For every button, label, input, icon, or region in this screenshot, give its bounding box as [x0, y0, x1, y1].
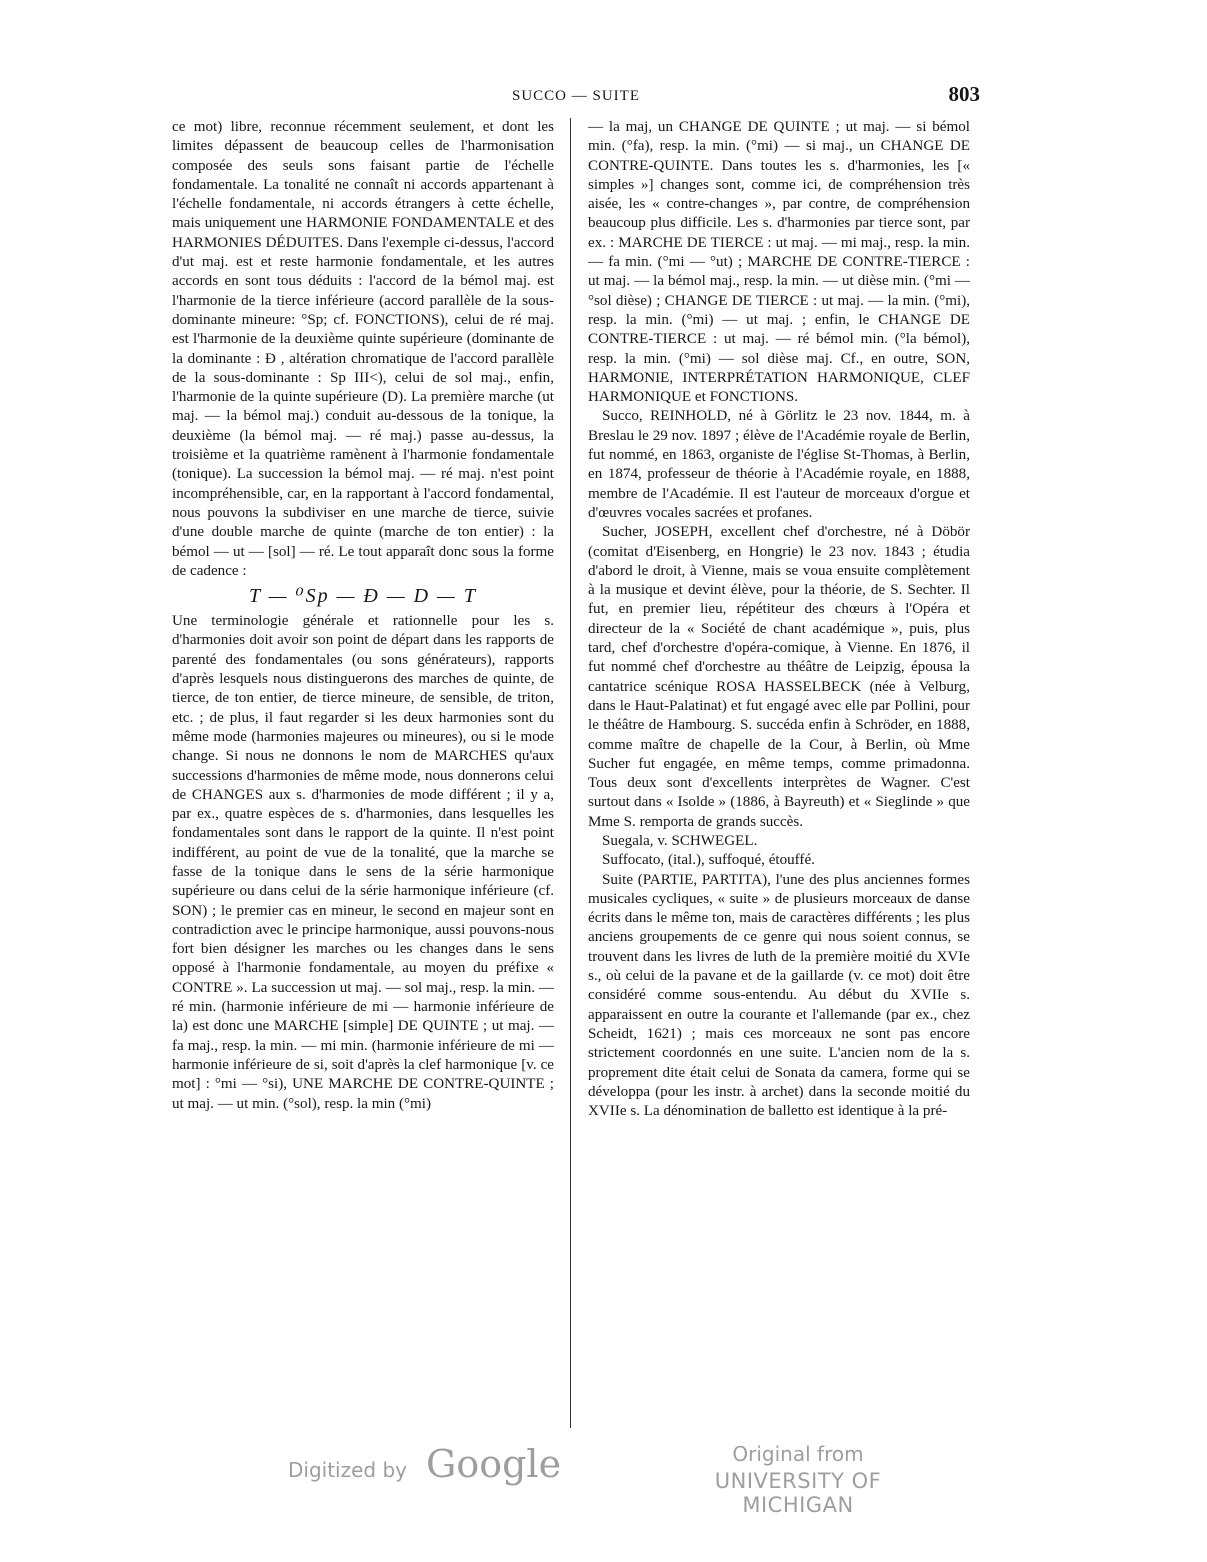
entry-succo: Succo, REINHOLD, né à Görlitz le 23 nov. 1844, m. à Breslau le 29 nov. 1897 ; élève de l'Académie royale de Berlin, fut nommé, en 1863, organiste de l'église St-Thomas, à Berlin, en 1874, professeur de théorie à l'Académie royale, en 1888, membre de l'Académie. Il est l'auteur de morceaux d'orgue et d'œuvres vocales sacrées et profanes. — [588, 408, 970, 521]
original-from-text: Original from — [732, 1442, 864, 1466]
google-logo: Google — [426, 1442, 562, 1486]
entry-sucher: Sucher, JOSEPH, excellent chef d'orchestre, né à Döbör (comitat d'Eisenberg, en Hongrie) le 23 nov. 1843 ; étudia d'abord le droit, à Vienne, mais se voua ensuite complètement à la musique et devint élève, pour la théorie, de S. Sechter. Il fut, en premier lieu, répétiteur des chœurs à l'Opéra et directeur de la « Société de chant académique », puis, plus tard, chef d'orchestre d'opéra-comique, à Vienne. En 1876, il fut nommé chef d'orchestre au théâtre de Leipzig, épousa la cantatrice scénique ROSA HASSELBECK (née à Velburg, dans le Haut-Palatinat) et fut engagé avec elle par Pollini, pour le théâtre de Hambourg. S. succéda enfin à Schröder, en 1888, comme maître de chapelle de la Cour, à Berlin, où Mme Sucher fut engagée, en même temps, comme primadonna. Tous deux sont d'excellents interprètes de Wagner. C'est surtout dans « Isolde » (1886, à Bayreuth) et « Sieglinde » que Mme S. remporta de grands succès. — [588, 524, 970, 830]
google-watermark — [288, 1442, 578, 1492]
entry-suegala: Suegala, v. SCHWEGEL. — [602, 832, 758, 849]
cadence-formula: T — ⁰Sp — Đ — D — T — [249, 585, 477, 608]
paragraph: — la maj, un CHANGE DE QUINTE ; ut maj. — si bémol min. (°fa), resp. la min. (°mi) — si maj., un CHANGE DE CONTRE-QUINTE. Dans toutes les s. d'harmonies, les [« simples »] changes sont, comme ici, de compréhension très aisée, les « contre-changes », par contre, de compréhension beaucoup plus difficile. Les s. d'harmonies par tierce sont, par ex. : MARCHE DE TIERCE : ut maj. — mi maj., resp. la min. — fa min. (°mi — °ut) ; MARCHE DE CONTRE-TIERCE : ut maj. — la bémol maj., resp. la min. — ut dièse min. (°mi — °sol dièse) ; CHANGE DE TIERCE : ut maj. — la min. (°mi), resp. la min. (°mi) — ut maj. ; enfin, le CHANGE DE CONTRE-TIERCE : ut maj. — ré bémol min. (°la bémol), resp. la min. (°mi) — sol dièse maj. Cf., en outre, SON, HARMONIE, INTERPRÉTATION HARMONIQUE, CLEF HARMONIQUE et FONCTIONS. — [588, 119, 970, 406]
left-column — [172, 118, 554, 1114]
page-header — [172, 84, 980, 114]
source-watermark — [668, 1442, 928, 1517]
paragraph: Une terminologie générale et rationnelle pour les s. d'harmonies doit avoir son point de départ dans les rapports de parenté des fondamentales (ou sons générateurs), rapports d'après lesquels nous distinguerons des marches de quinte, de tierce, de ton entier, de tierce mineure, de sensible, de triton, etc. ; de plus, il faut regarder si les deux harmonies sont du même mode (harmonies majeures ou mineures), ou si le mode change. Si nous ne donnons le nom de MARCHES qu'aux successions d'harmonies de même mode, nous donnerons celui de CHANGES aux s. d'harmonies de mode différent ; il y a, par ex., quatre espèces de s. d'harmonies, dans lesquelles les fondamentales sont dans le rapport de la quinte. Il n'est point indifférent, au point de vue de la tonalité, que la marche se fasse de la tonique dans le sens de la série harmonique supérieure ou dans celui de la série harmonique inférieure (cf. SON) ; le premier cas en mineur, le second en majeur sont en contradiction avec le principe harmonique, aussi pouvons-nous fort bien désigner les marches ou les changes dans le sens opposé à l'harmonie fondamentale, au moyen du préfixe « CONTRE ». La succession ut maj. — sol maj., resp. la min. — ré min. (harmonie inférieure de mi — harmonie inférieure de la) est donc une MARCHE [simple] DE QUINTE ; ut maj. — fa maj., resp. la min. — mi min. (harmonie inférieure de mi — harmonie inférieure de si, soit d'après la clef harmonique [v. ce mot] : °mi — °si), UNE MARCHE DE CONTRE-QUINTE ; ut maj. — ut min. (°sol), resp. la min (°mi) — [172, 613, 554, 1112]
institution-text: UNIVERSITY OF MICHIGAN — [714, 1469, 882, 1517]
right-column — [588, 118, 970, 1121]
page-number: 803 — [948, 82, 980, 106]
digitized-by-text: Digitized by — [288, 1458, 407, 1482]
entry-suffocato: Suffocato, (ital.), suffoqué, étouffé. — [602, 852, 815, 869]
paragraph: ce mot) libre, reconnue récemment seulement, et dont les limites dépassent de beaucoup celles de l'harmonisation composée des seuls sons faisant partie de l'échelle fondamentale. La tonalité ne connaît ni accords appartenant à l'échelle fondamentale, ni accords étrangers à cette échelle, mais uniquement une HARMONIE FONDAMENTALE et des HARMONIES DÉDUITES. Dans l'exemple ci-dessus, l'accord d'ut maj. est et reste harmonie fondamentale, et les autres accords en sont tous déduits : l'accord de la bémol maj. est l'harmonie de la tierce inférieure (accord parallèle de la sous-dominante mineure: °Sp; cf. FONCTIONS), celui de ré maj. est l'harmonie de la deuxième quinte supérieure (dominante de la dominante : Đ , altération chromatique de l'accord parallèle de la sous-dominante : Sp III<), celui de sol maj., enfin, l'harmonie de la quinte supérieure (D). La première marche (ut maj. — la bémol maj.) conduit au-dessous de la tonique, la deuxième (la bémol maj. — ré maj.) passe au-dessus, la troisième et la quatrième ramènent à l'harmonie fondamentale (tonique). La succession la bémol maj. — ré maj. n'est point incompréhensible, car, en la rapportant à l'accord fondamental, nous pouvons la subdiviser en une marche de tierce, suivie d'une double marche de quinte (marche de ton entier) : la bémol — ut — [sol] — ré. Le tout apparaît donc sous la forme de cadence : — [172, 119, 554, 579]
column-rule — [570, 118, 571, 1428]
entry-suite: Suite (PARTIE, PARTITA), l'une des plus anciennes formes musicales cycliques, « suite » de plusieurs morceaux de danse écrits dans le même ton, mais de caractères différents ; les plus anciens groupements de ce genre qui nous soient connus, se trouvent dans les livres de luth de la première moitié du XVIe s., où celui de la pavane et de la gaillarde (v. ce mot) doit être considéré comme sous-entendu. Au début du XVIIe s. apparaissent en outre la courante et l'allemande (par ex., chez Scheidt, 1621) ; mais ces morceaux ne sont pas encore strictement coordonnés en une suite. L'ancien nom de la s. proprement dite était celui de Sonata da camera, forme qui se développa (pour les instr. à archet) dans la seconde moitié du XVIIe s. La dénomination de balletto est identique à la pré- — [588, 871, 970, 1120]
running-title: SUCCO — SUITE — [511, 88, 640, 104]
